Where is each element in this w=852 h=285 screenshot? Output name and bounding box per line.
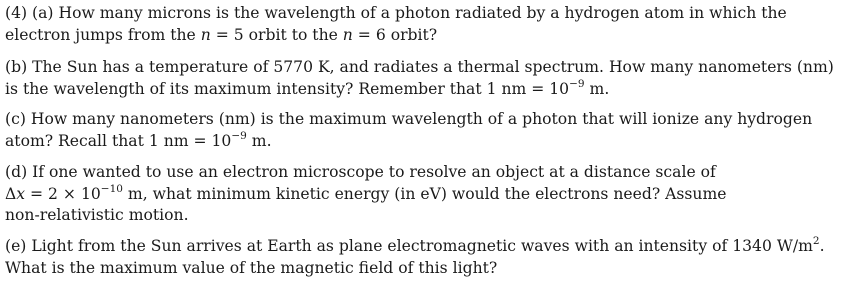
question-e	[5, 236, 847, 279]
text-run: (4) (a) How many microns is the wavelength of a photon radiated by a hydrogen atom in which the	[5, 4, 787, 22]
text-run: is the wavelength of its maximum intensity? Remember that 1 nm = 10	[5, 79, 570, 98]
question-line	[5, 57, 847, 79]
exponent: −10	[100, 182, 123, 195]
question-4a	[5, 3, 847, 46]
question-b	[5, 57, 847, 100]
text-run: atom? Recall that 1 nm = 10	[5, 131, 232, 150]
question-line	[5, 3, 847, 25]
text-run: m.	[584, 79, 610, 98]
question-line	[5, 131, 847, 153]
text-run: = 5 orbit to the	[210, 25, 343, 44]
exponent: 2	[812, 235, 820, 247]
question-line	[5, 184, 847, 206]
text-run: What is the maximum value of the magnetic field of this light?	[5, 258, 498, 277]
text-run: (e) Light from the Sun arrives at Earth as plane electromagnetic waves with an intensity of 1340 W/m	[5, 237, 813, 255]
text-run: m, what minimum kinetic energy (in eV) would the electrons need? Assume	[122, 184, 727, 203]
question-line	[5, 236, 847, 258]
question-line	[5, 79, 847, 101]
text-run: (c) How many nanometers (nm) is the maximum wavelength of a photon that will ionize any hydrogen	[5, 110, 813, 128]
text-run: = 6 orbit?	[352, 25, 438, 44]
math-variable: x	[16, 184, 26, 203]
question-line	[5, 258, 847, 280]
question-line	[5, 25, 847, 47]
question-line	[5, 109, 847, 131]
text-run: (d) If one wanted to use an electron microscope to resolve an object at a distance scale of	[5, 163, 716, 181]
text-run: .	[819, 237, 825, 255]
exponent: −9	[569, 77, 585, 90]
text-run: = 2 × 10	[25, 184, 101, 203]
math-variable: n	[200, 25, 211, 44]
text-run: non-relativistic motion.	[5, 206, 189, 224]
question-line	[5, 162, 847, 184]
text-run: electron jumps from the	[5, 25, 201, 44]
exponent: −9	[231, 129, 247, 142]
text-run: Δ	[5, 184, 17, 203]
question-c	[5, 109, 847, 152]
question-d	[5, 162, 847, 227]
text-run: m.	[246, 131, 272, 150]
question-line	[5, 205, 847, 227]
text-run: (b) The Sun has a temperature of 5770 K, and radiates a thermal spectrum. How many nanometers (nm)	[5, 58, 834, 76]
math-variable: n	[342, 25, 353, 44]
